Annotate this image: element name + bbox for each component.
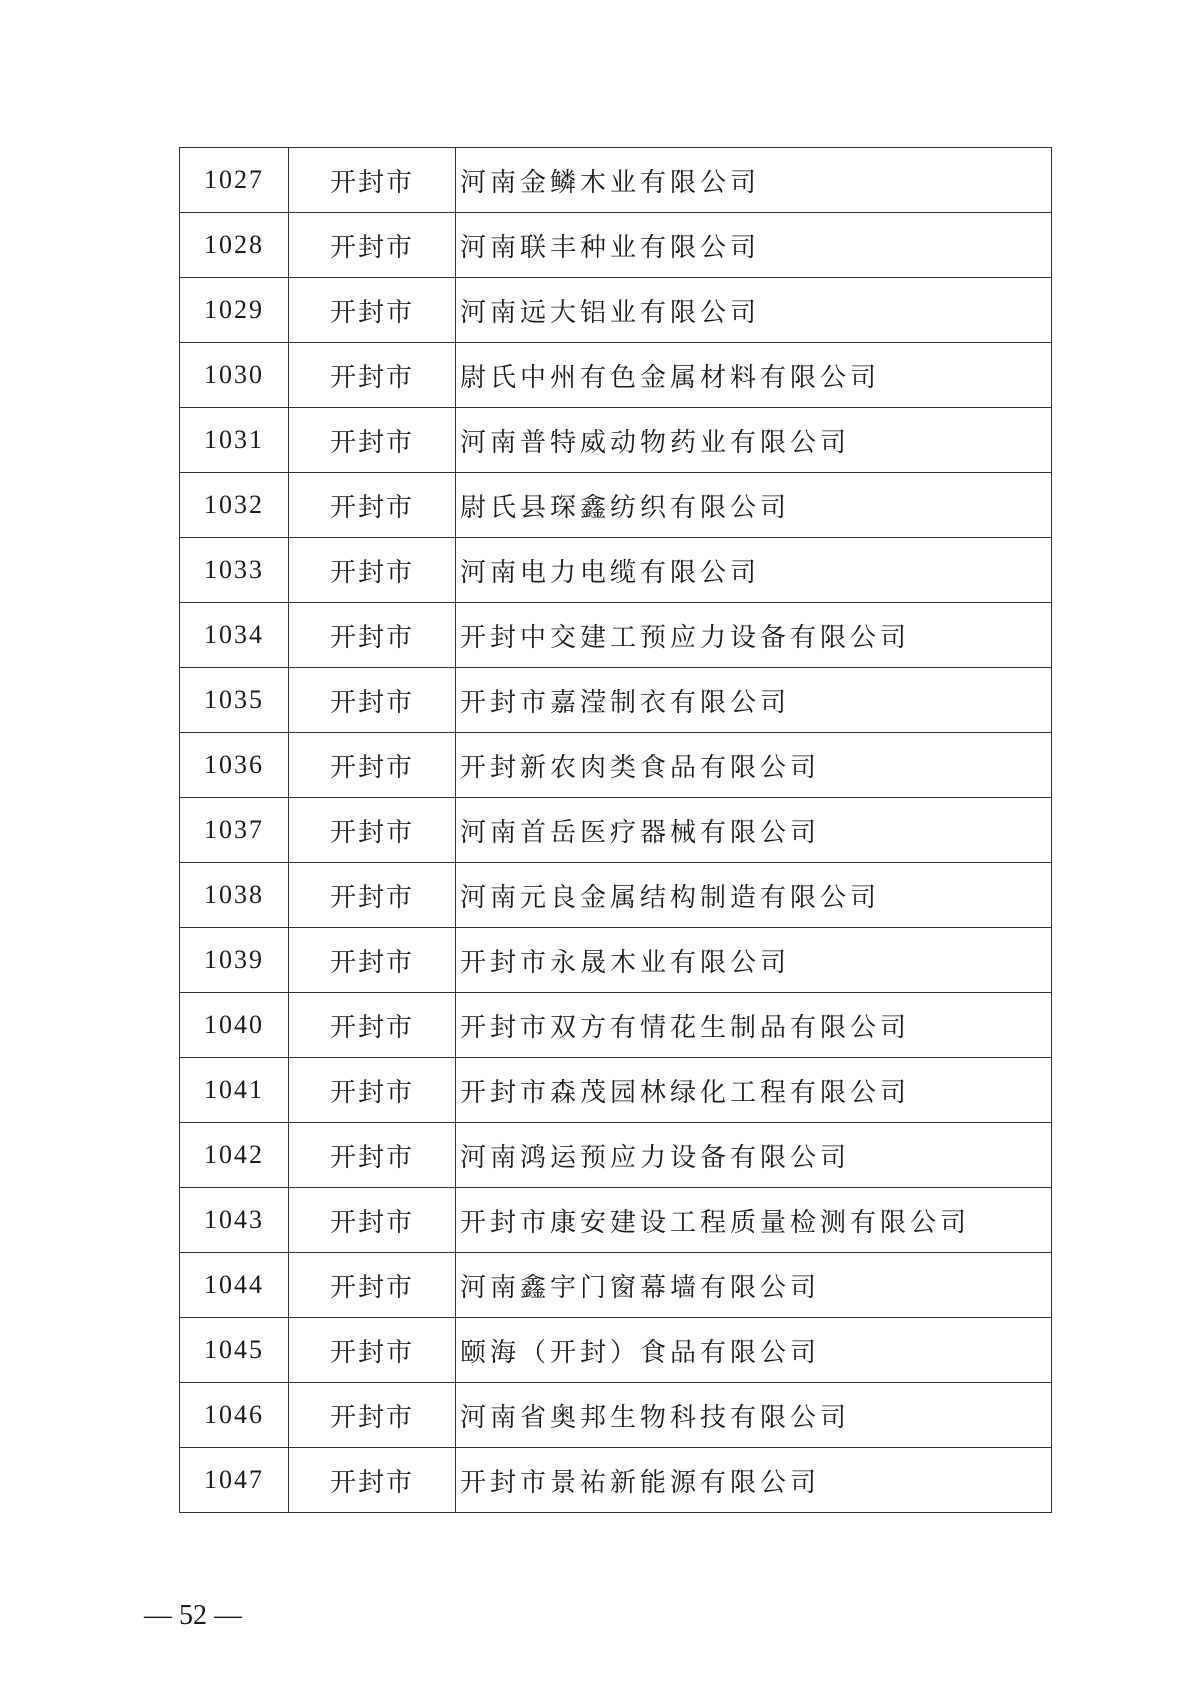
company-name-cell: 河南远大铝业有限公司 <box>456 278 1052 343</box>
company-name-cell: 颐海（开封）食品有限公司 <box>456 1318 1052 1383</box>
table-row <box>180 798 1052 863</box>
city-cell: 开封市 <box>289 408 456 473</box>
row-number-cell: 1034 <box>180 603 289 668</box>
table-row <box>180 603 1052 668</box>
row-number-cell: 1044 <box>180 1253 289 1318</box>
company-name-cell: 河南联丰种业有限公司 <box>456 213 1052 278</box>
row-number-cell: 1039 <box>180 928 289 993</box>
city-cell: 开封市 <box>289 1123 456 1188</box>
row-number-cell: 1027 <box>180 148 289 213</box>
company-name-cell: 河南元良金属结构制造有限公司 <box>456 863 1052 928</box>
table-row <box>180 408 1052 473</box>
city-cell: 开封市 <box>289 733 456 798</box>
company-name-cell: 河南鸿运预应力设备有限公司 <box>456 1123 1052 1188</box>
table-row <box>180 1253 1052 1318</box>
company-name-cell: 尉氏中州有色金属材料有限公司 <box>456 343 1052 408</box>
row-number-cell: 1036 <box>180 733 289 798</box>
table-row <box>180 1318 1052 1383</box>
row-number-cell: 1035 <box>180 668 289 733</box>
row-number-cell: 1047 <box>180 1448 289 1513</box>
company-name-cell: 河南金鳞木业有限公司 <box>456 148 1052 213</box>
company-name-cell: 河南首岳医疗器械有限公司 <box>456 798 1052 863</box>
table-body <box>180 148 1052 1513</box>
company-name-cell: 开封市双方有情花生制品有限公司 <box>456 993 1052 1058</box>
city-cell: 开封市 <box>289 1448 456 1513</box>
company-name-cell: 开封市景祐新能源有限公司 <box>456 1448 1052 1513</box>
city-cell: 开封市 <box>289 993 456 1058</box>
row-number-cell: 1043 <box>180 1188 289 1253</box>
company-name-cell: 开封中交建工预应力设备有限公司 <box>456 603 1052 668</box>
table-row <box>180 1448 1052 1513</box>
city-cell: 开封市 <box>289 1383 456 1448</box>
city-cell: 开封市 <box>289 928 456 993</box>
city-cell: 开封市 <box>289 1253 456 1318</box>
row-number-cell: 1029 <box>180 278 289 343</box>
table-row <box>180 1123 1052 1188</box>
table-row <box>180 993 1052 1058</box>
row-number-cell: 1041 <box>180 1058 289 1123</box>
row-number-cell: 1032 <box>180 473 289 538</box>
city-cell: 开封市 <box>289 343 456 408</box>
row-number-cell: 1040 <box>180 993 289 1058</box>
table-row <box>180 733 1052 798</box>
table-row <box>180 863 1052 928</box>
company-name-cell: 开封市康安建设工程质量检测有限公司 <box>456 1188 1052 1253</box>
row-number-cell: 1042 <box>180 1123 289 1188</box>
table-row <box>180 473 1052 538</box>
row-number-cell: 1046 <box>180 1383 289 1448</box>
row-number-cell: 1045 <box>180 1318 289 1383</box>
city-cell: 开封市 <box>289 213 456 278</box>
company-list-table <box>179 147 1052 1513</box>
company-name-cell: 河南电力电缆有限公司 <box>456 538 1052 603</box>
row-number-cell: 1033 <box>180 538 289 603</box>
row-number-cell: 1031 <box>180 408 289 473</box>
company-name-cell: 尉氏县琛鑫纺织有限公司 <box>456 473 1052 538</box>
row-number-cell: 1038 <box>180 863 289 928</box>
table-row <box>180 928 1052 993</box>
table-row <box>180 1383 1052 1448</box>
company-name-cell: 河南省奥邦生物科技有限公司 <box>456 1383 1052 1448</box>
city-cell: 开封市 <box>289 863 456 928</box>
city-cell: 开封市 <box>289 1058 456 1123</box>
company-name-cell: 开封市森茂园林绿化工程有限公司 <box>456 1058 1052 1123</box>
table-row <box>180 538 1052 603</box>
city-cell: 开封市 <box>289 1188 456 1253</box>
company-name-cell: 开封市永晟木业有限公司 <box>456 928 1052 993</box>
table-row <box>180 1058 1052 1123</box>
company-name-cell: 河南鑫宇门窗幕墙有限公司 <box>456 1253 1052 1318</box>
company-name-cell: 河南普特威动物药业有限公司 <box>456 408 1052 473</box>
table-row <box>180 1188 1052 1253</box>
city-cell: 开封市 <box>289 668 456 733</box>
table-row <box>180 213 1052 278</box>
company-name-cell: 开封市嘉滢制衣有限公司 <box>456 668 1052 733</box>
table-row <box>180 148 1052 213</box>
table-row <box>180 668 1052 733</box>
city-cell: 开封市 <box>289 798 456 863</box>
city-cell: 开封市 <box>289 1318 456 1383</box>
city-cell: 开封市 <box>289 278 456 343</box>
company-name-cell: 开封新农肉类食品有限公司 <box>456 733 1052 798</box>
row-number-cell: 1037 <box>180 798 289 863</box>
city-cell: 开封市 <box>289 473 456 538</box>
city-cell: 开封市 <box>289 148 456 213</box>
city-cell: 开封市 <box>289 538 456 603</box>
city-cell: 开封市 <box>289 603 456 668</box>
table-row <box>180 278 1052 343</box>
row-number-cell: 1030 <box>180 343 289 408</box>
table-row <box>180 343 1052 408</box>
page-number: — 52 — <box>144 1600 242 1631</box>
row-number-cell: 1028 <box>180 213 289 278</box>
